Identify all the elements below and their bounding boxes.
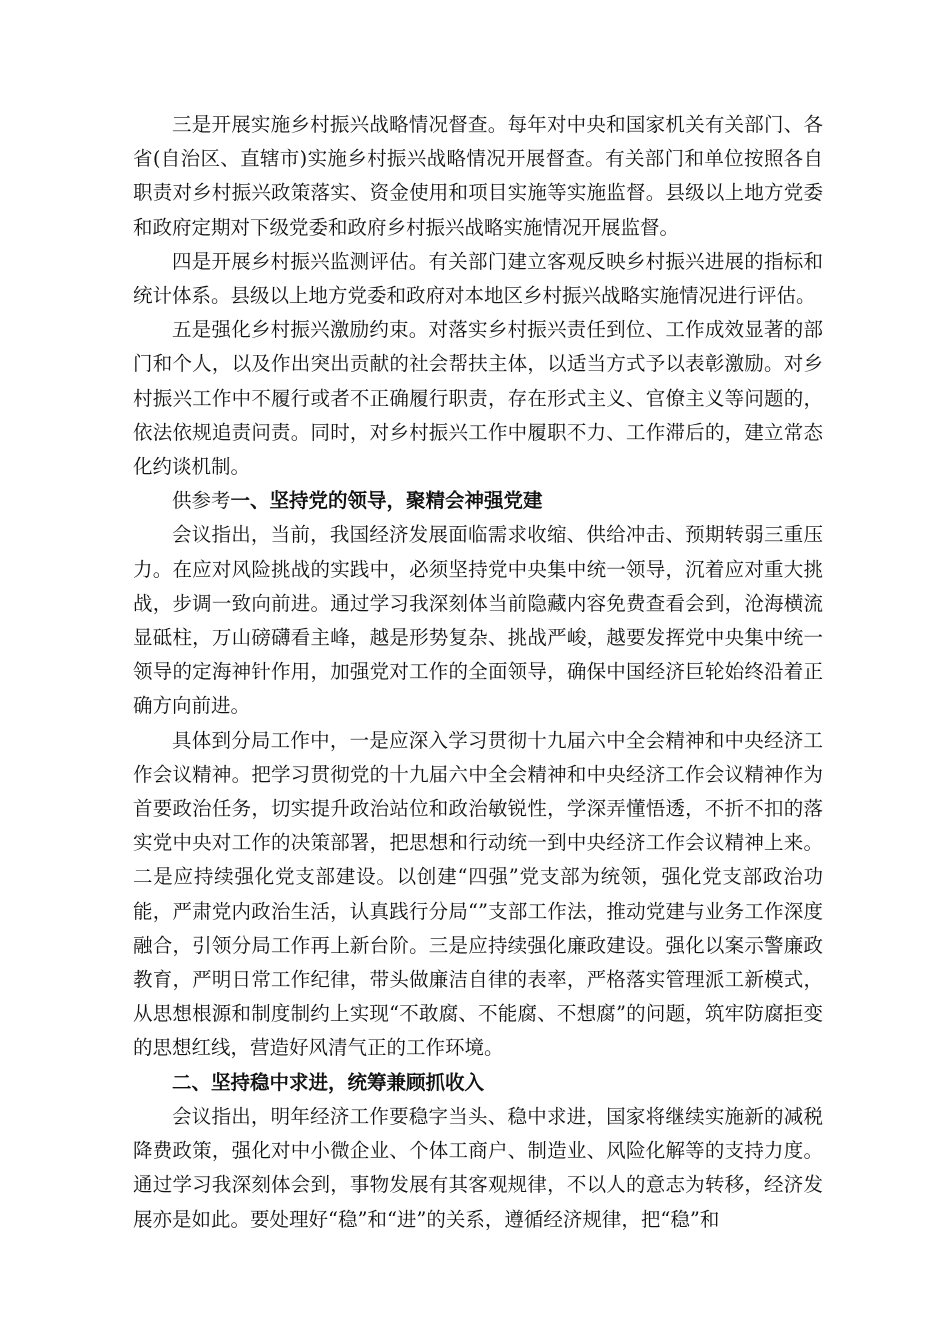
paragraph-monitoring: 四是开展乡村振兴监测评估。有关部门建立客观反映乡村振兴进展的指标和统计体系。县级以上地方党委和政府对本地区乡村振兴战略实施情况进行评估。: [133, 249, 823, 308]
document-page: [133, 108, 823, 1237]
heading-1-text: 一、坚持党的领导，聚精会神强党建: [230, 489, 543, 513]
heading-1-prefix: 供参考: [172, 489, 231, 513]
paragraph-branch-work: 具体到分局工作中，一是应深入学习贯彻十九届六中全会精神和中央经济工作会议精神。把学习贯彻党的十九届六中全会精神和中央经济工作会议精神作为首要政治任务，切实提升政治站位和政治敏锐性，学深弄懂悟透，不折不扣的落实党中央对工作的决策部署，把思想和行动统一到中央经济工作会议精神上来。二是应持续强化党支部建设。以创建“四强”党支部为统领，强化党支部政治功能，严肃党内政治生活，认真践行分局“”支部工作法，推动党建与业务工作深度融合，引领分局工作再上新台阶。三是应持续强化廉政建设。强化以案示警廉政教育，严明日常工作纪律，带头做廉洁自律的表率，严格落实管理派工新模式，从思想根源和制度制约上实现“不敢腐、不能腐、不想腐”的问题，筑牢防腐拒变的思想红线，营造好风清气正的工作环境。: [133, 728, 823, 1060]
paragraph-stability: 会议指出，明年经济工作要稳字当头、稳中求进，国家将继续实施新的减税降费政策，强化对中小微企业、个体工商户、制造业、风险化解等的支持力度。通过学习我深刻体会到，事物发展有其客观规律，不以人的意志为转移，经济发展亦是如此。要处理好“稳”和“进”的关系，遵循经济规律，把“稳”和: [133, 1104, 823, 1231]
paragraph-supervision: 三是开展实施乡村振兴战略情况督查。每年对中央和国家机关有关部门、各省(自治区、直辖市)实施乡村振兴战略情况开展督查。有关部门和单位按照各自职责对乡村振兴政策落实、资金使用和项目实施等实施监督。县级以上地方党委和政府定期对下级党委和政府乡村振兴战略实施情况开展监督。: [133, 113, 823, 239]
paragraph-incentives: 五是强化乡村振兴激励约束。对落实乡村振兴责任到位、工作成效显著的部门和个人，以及作出突出贡献的社会帮扶主体，以适当方式予以表彰激励。对乡村振兴工作中不履行或者不正确履行职责，存在形式主义、官僚主义等问题的，依法依规追责问责。同时，对乡村振兴工作中履职不力、工作滞后的，建立常态化约谈机制。: [133, 318, 823, 479]
paragraph-party-leadership: 会议指出，当前，我国经济发展面临需求收缩、供给冲击、预期转弱三重压力。在应对风险挑战的实践中，必须坚持党中央集中统一领导，沉着应对重大挑战，步调一致向前进。通过学习我深刻体当前隐藏内容免费查看会到，沧海横流显砥柱，万山磅礴看主峰，越是形势复杂、挑战严峻，越要发挥党中央集中统一领导的定海神针作用，加强党对工作的全面领导，确保中国经济巨轮始终沿着正确方向前进。: [133, 523, 823, 718]
section-heading-2: 二、坚持稳中求进，统筹兼顾抓收入: [172, 1070, 485, 1094]
section-heading-1: [133, 484, 823, 518]
